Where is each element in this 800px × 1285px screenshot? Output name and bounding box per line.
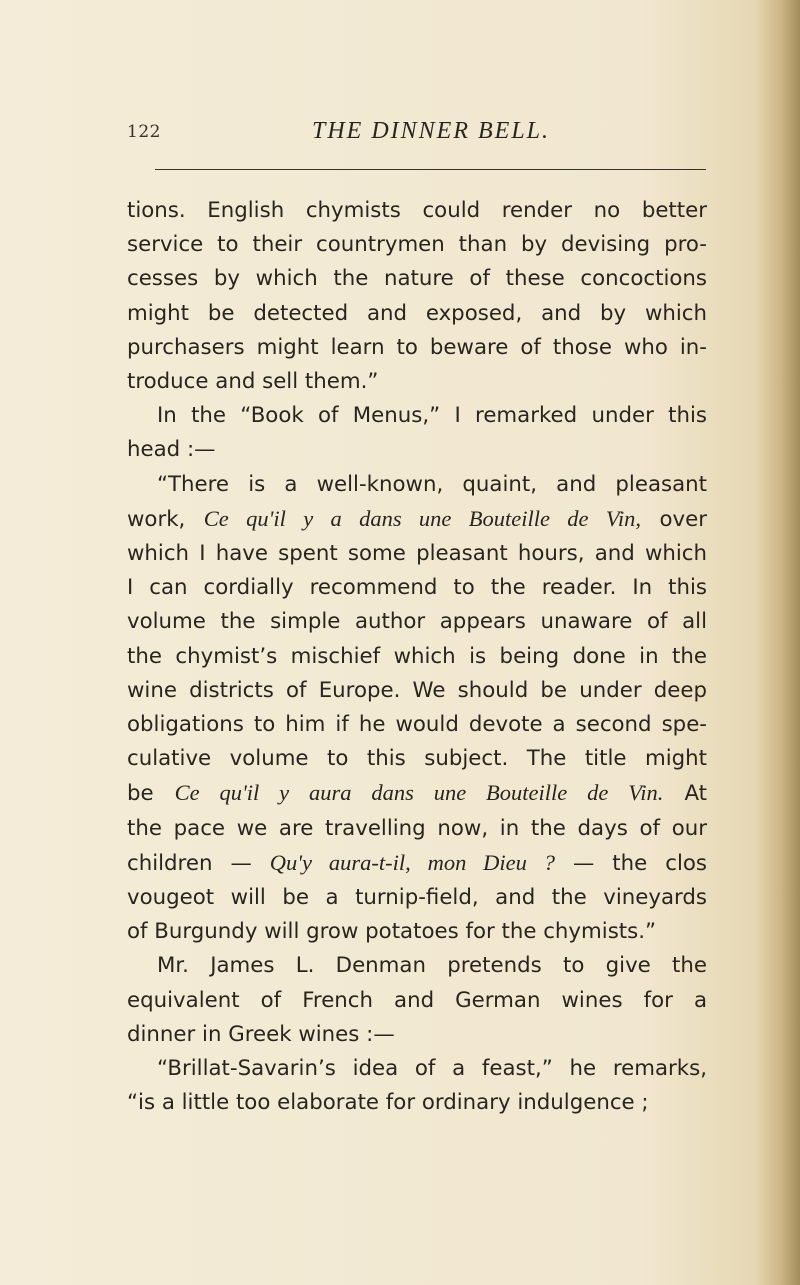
text-line: of Burgundy will grow potatoes for the chymists.”: [127, 919, 657, 945]
text-line: dinner in Greek wines :—: [127, 1021, 395, 1047]
text-line: which I have spent some pleasant hours, and which: [127, 541, 707, 567]
text-line: I can cordially recommend to the reader. In this: [127, 575, 707, 601]
page-number: 122: [127, 122, 161, 142]
body-text: [127, 194, 707, 1120]
header-rule: [155, 169, 706, 170]
text-line: [127, 776, 707, 811]
italic-title: Ce qu'il y aura dans une Bouteille de Vin.: [174, 780, 664, 806]
page-header: [127, 118, 707, 148]
text-line: cesses by which the nature of these concoctions: [127, 266, 707, 292]
text-run: At: [663, 781, 707, 807]
text-line: troduce and sell them.”: [127, 369, 379, 395]
text-line: In the “Book of Menus,” I remarked under this: [157, 403, 707, 429]
text-line: the chymist’s mischief which is being done in the: [127, 643, 707, 669]
text-line: culative volume to this subject. The title might: [127, 746, 707, 772]
page-edge-shadow: [756, 0, 800, 1285]
text-run: work,: [127, 506, 204, 532]
text-line: head :—: [127, 437, 216, 463]
text-line: purchasers might learn to beware of those who in-: [127, 334, 707, 360]
text-line: “is a little too elaborate for ordinary indulgence ;: [127, 1090, 649, 1116]
text-line: volume the simple author appears unaware of all: [127, 609, 707, 635]
text-line: “Brillat-Savarin’s idea of a feast,” he remarks,: [157, 1056, 707, 1082]
text-run: children —: [127, 850, 270, 876]
text-line: obligations to him if he would devote a second spe-: [127, 712, 707, 738]
text-line: equivalent of French and German wines for a: [127, 987, 707, 1013]
text-line: [127, 502, 707, 537]
text-run: over: [641, 506, 708, 532]
text-line: might be detected and exposed, and by which: [127, 300, 707, 326]
italic-phrase: Qu'y aura-t-il, mon Dieu ?: [269, 849, 556, 875]
text-line: “There is a well-known, quaint, and pleasant: [157, 471, 707, 497]
text-line: the pace we are travelling now, in the days of our: [127, 815, 707, 841]
text-line: service to their countrymen than by devising pro-: [127, 232, 707, 258]
running-head: THE DINNER BELL.: [312, 118, 551, 144]
text-line: [127, 846, 707, 881]
text-run: be: [127, 781, 175, 807]
text-line: tions. English chymists could render no better: [127, 198, 707, 223]
italic-title: Ce qu'il y a dans une Bouteille de Vin,: [203, 505, 642, 531]
text-line: vougeot will be a turnip-field, and the vineyards: [127, 885, 707, 911]
text-line: Mr. James L. Denman pretends to give the: [157, 953, 707, 979]
text-line: wine districts of Europe. We should be under deep: [127, 677, 707, 703]
text-run: — the clos: [555, 850, 708, 876]
